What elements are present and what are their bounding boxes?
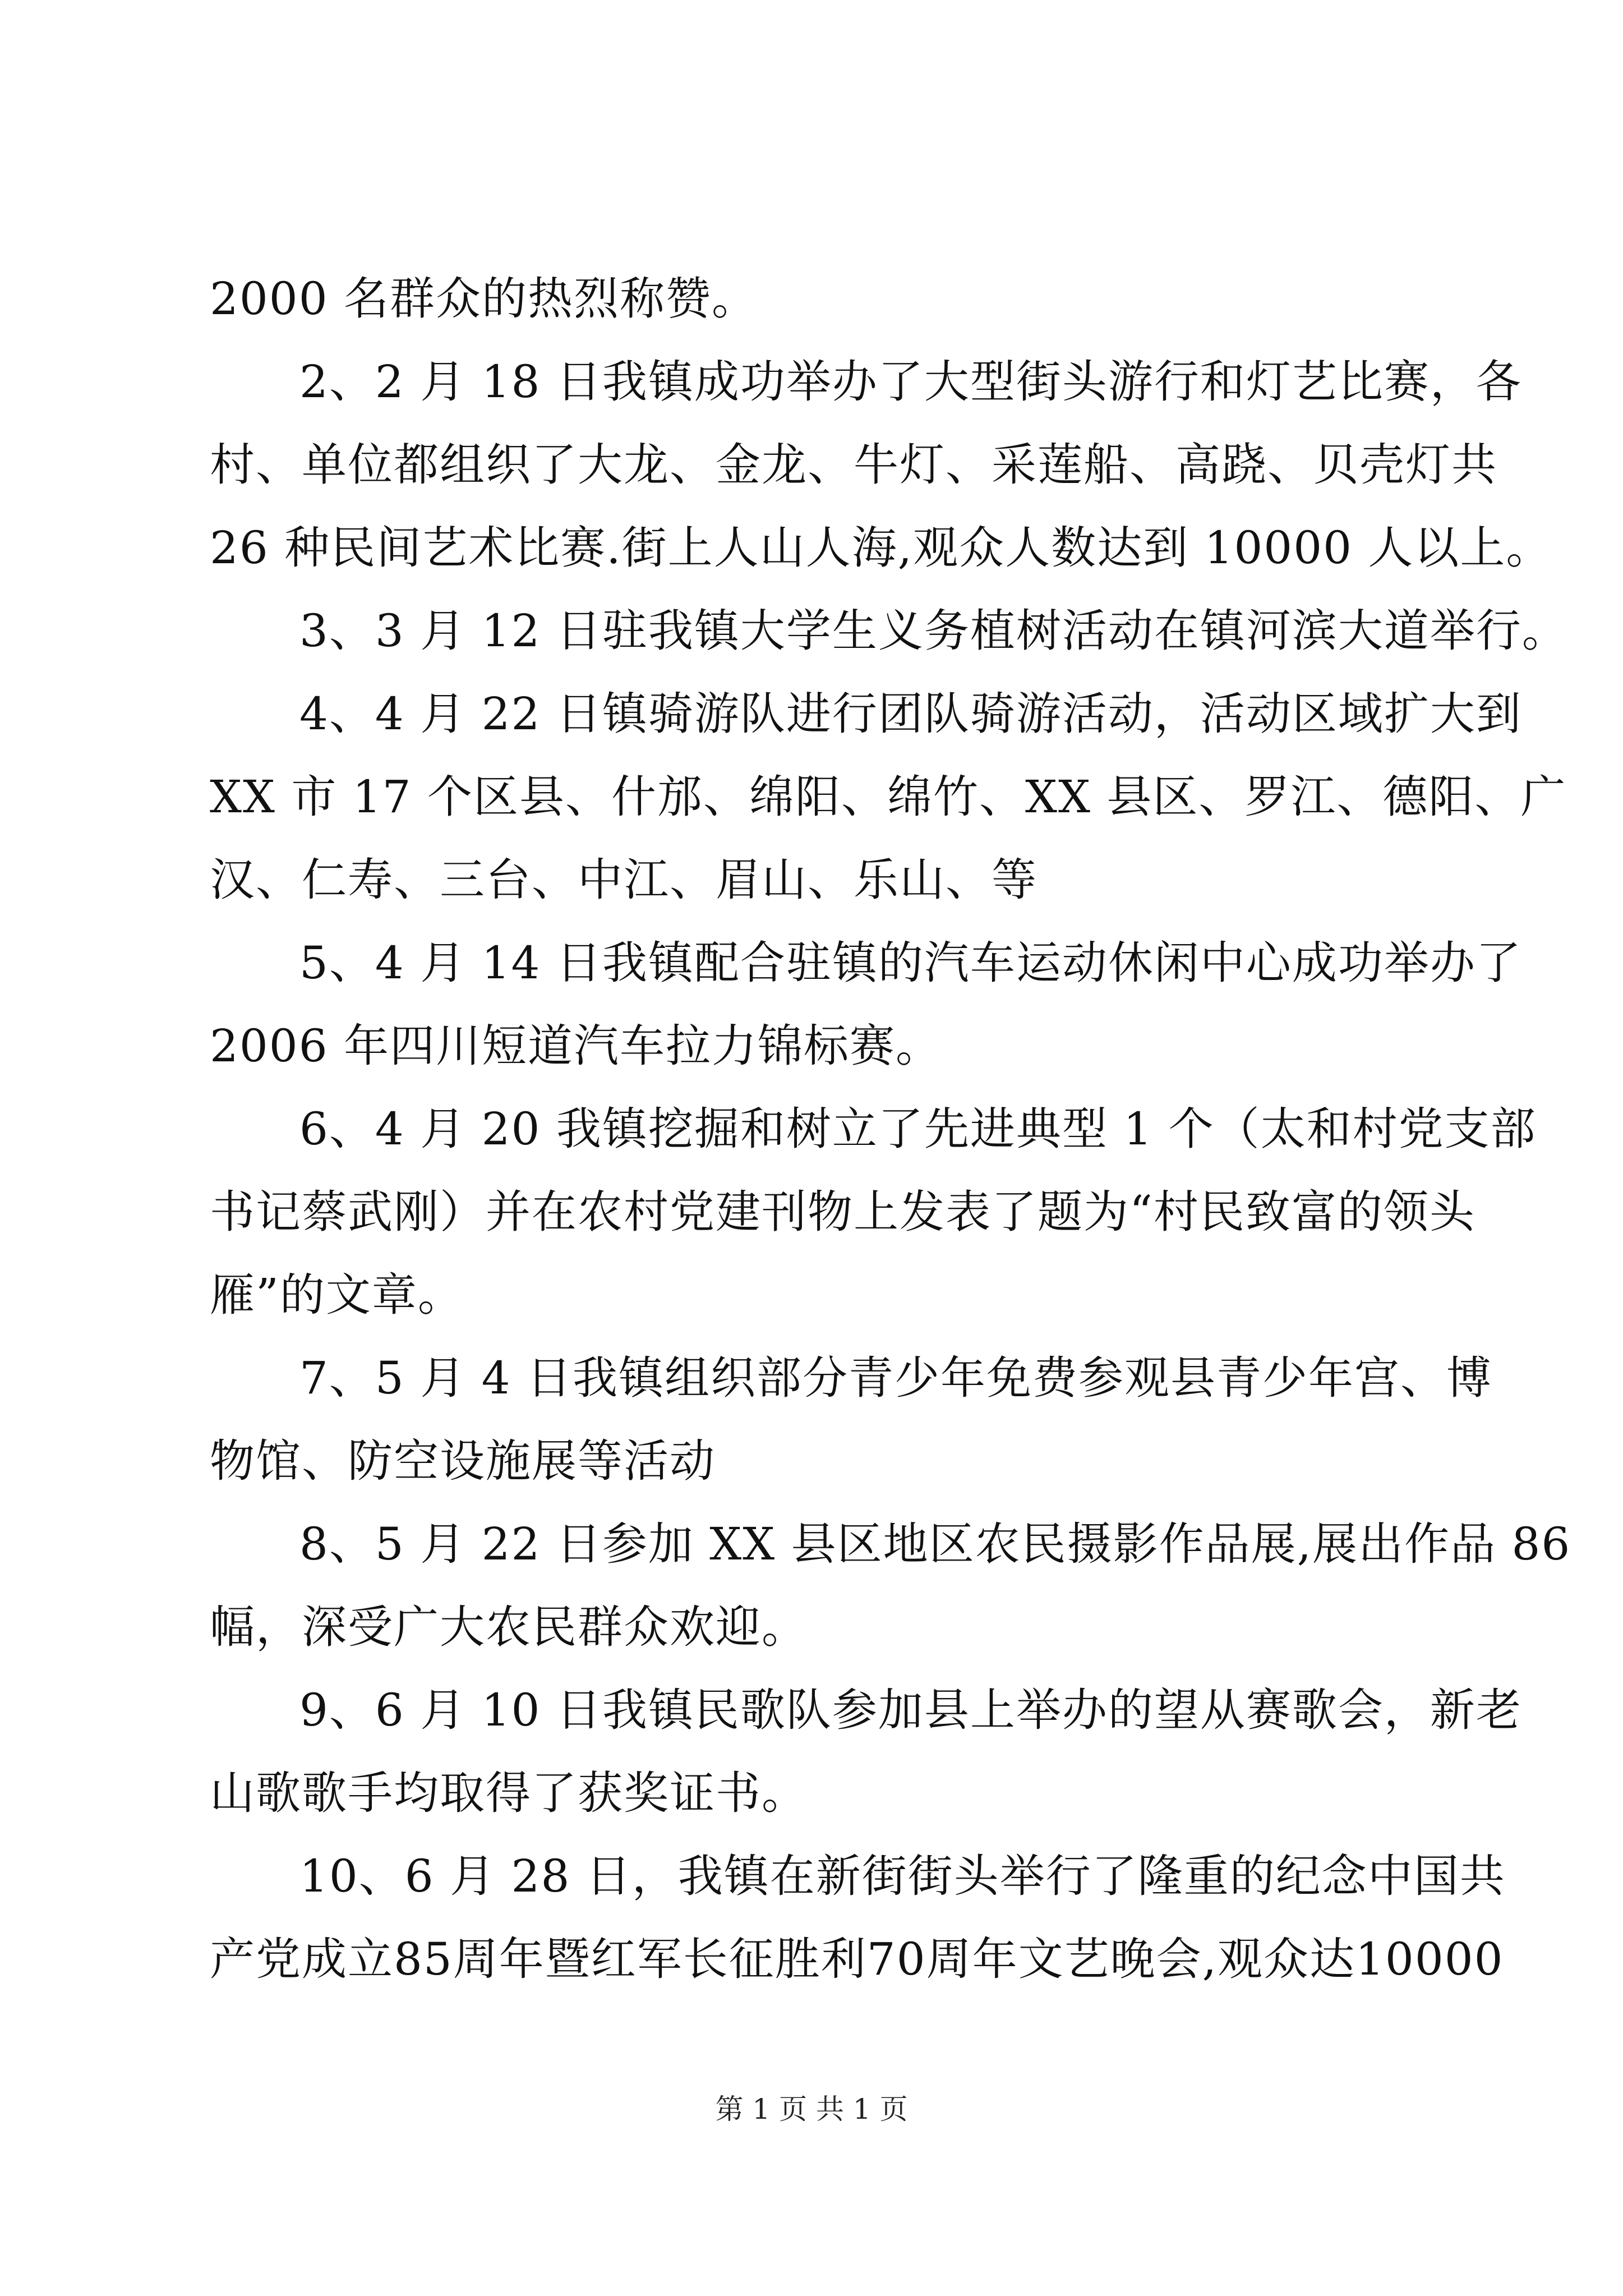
text-line: 书记蔡武刚）并在农村党建刊物上发表了题为“村民致富的领头 [210, 1186, 1476, 1238]
text-line: 4、4 月 22 日镇骑游队进行团队骑游活动，活动区域扩大到 [299, 688, 1522, 740]
text-line: 村、单位都组织了大龙、金龙、牛灯、采莲船、高跷、贝壳灯共 [210, 439, 1497, 491]
text-line: 8、5 月 22 日参加 XX 县区地区农民摄影作品展,展出作品 86 [299, 1518, 1571, 1570]
text-line: XX 市 17 个区县、什邡、绵阳、绵竹、XX 县区、罗江、德阳、广 [210, 771, 1567, 823]
text-line: 幅，深受广大农民群众欢迎。 [210, 1601, 808, 1653]
text-line: 7、5 月 4 日我镇组织部分青少年免费参观县青少年宫、博 [299, 1352, 1492, 1404]
text-line: 26 种民间艺术比赛.街上人山人海,观众人数达到 10000 人以上。 [210, 522, 1552, 574]
text-line: 山歌歌手均取得了获奖证书。 [210, 1767, 808, 1819]
text-line: 3、3 月 12 日驻我镇大学生义务植树活动在镇河滨大道举行。 [299, 605, 1568, 657]
text-line: 2、2 月 18 日我镇成功举办了大型街头游行和灯艺比赛，各 [299, 356, 1522, 408]
text-line: 6、4 月 20 我镇挖掘和树立了先进典型 1 个（太和村党支部 [299, 1103, 1537, 1155]
text-line: 雁”的文章。 [210, 1269, 464, 1321]
text-line: 2000 名群众的热烈称赞。 [210, 273, 758, 325]
text-line: 9、6 月 10 日我镇民歌队参加县上举办的望从赛歌会，新老 [299, 1684, 1522, 1736]
text-line: 汉、仁寿、三台、中江、眉山、乐山、等 [210, 854, 1038, 906]
text-line: 5、4 月 14 日我镇配合驻镇的汽车运动休闲中心成功举办了 [299, 937, 1522, 989]
page-footer: 第 1 页 共 1 页 [715, 2093, 908, 2125]
text-line: 产党成立85周年暨红军长征胜利70周年文艺晚会,观众达10000 [210, 1933, 1504, 1985]
text-line: 物馆、防空设施展等活动 [210, 1435, 716, 1487]
text-line: 10、6 月 28 日，我镇在新街街头举行了隆重的纪念中国共 [299, 1850, 1506, 1902]
text-line: 2006 年四川短道汽车拉力锦标赛。 [210, 1020, 942, 1072]
